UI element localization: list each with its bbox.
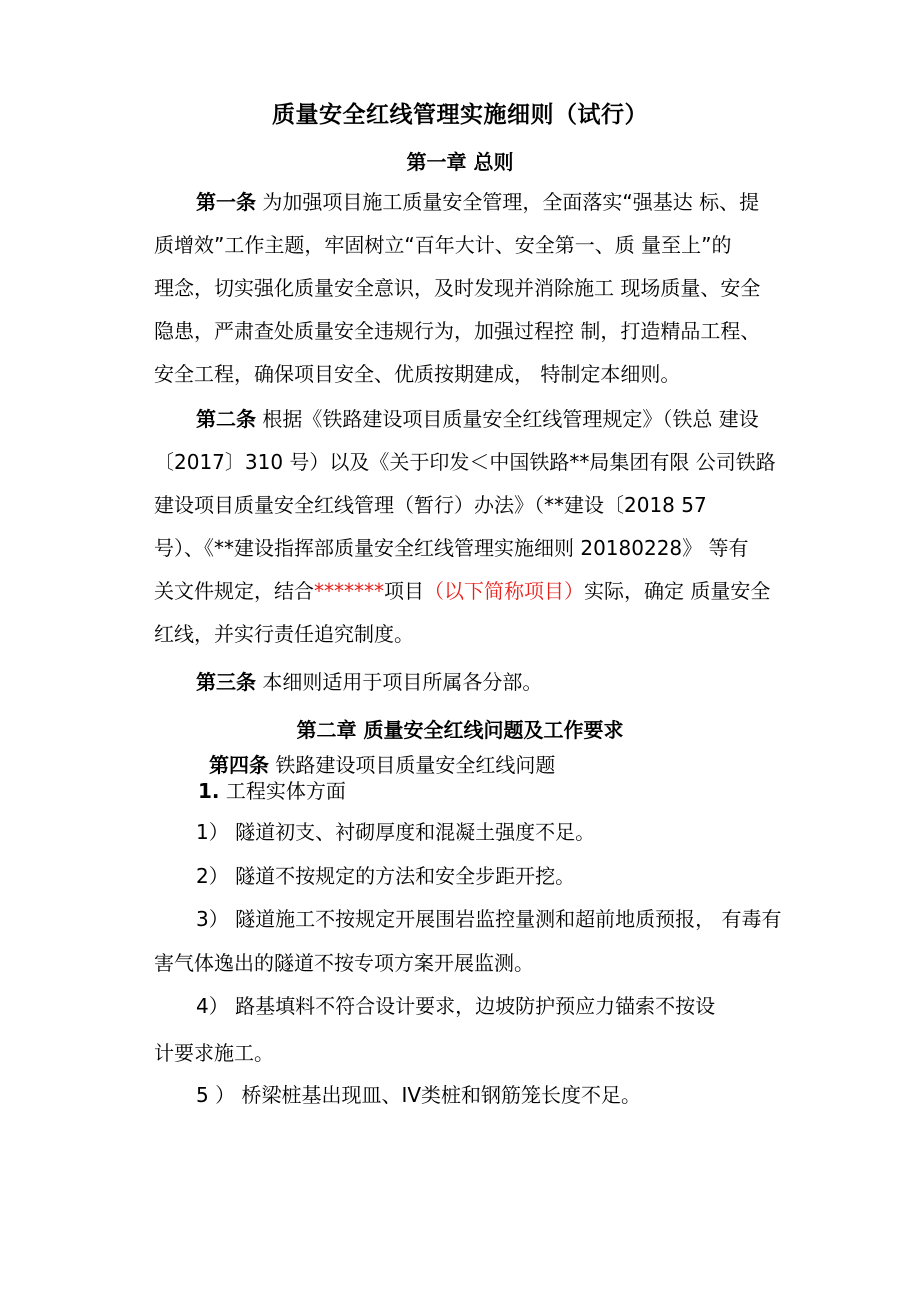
article-4-label: 第四条 [209, 753, 269, 777]
chapter-2-heading: 第二章 质量安全红线问题及工作要求 [296, 718, 624, 742]
article-2-line-6: 红线，并实行责任追究制度。 [154, 622, 414, 646]
item-4-line-1: 4） 路基填料不符合设计要求，边坡防护预应力锚索不按设 [196, 994, 716, 1018]
item-3-line-1: 3） 隧道施工不按规定开展围岩监控量测和超前地质预报， 有毒有 [196, 907, 782, 931]
article-1-line-2: 质增效”工作主题，牢固树立“百年大计、安全第一、质 量至上”的 [154, 233, 732, 257]
item-4-line-2: 计要求施工。 [154, 1041, 274, 1065]
article-1-line-1 [196, 188, 759, 216]
item-2: 2） 隧道不按规定的方法和安全步距开挖。 [196, 864, 576, 888]
article-2-label: 第二条 [196, 407, 256, 431]
article-2-line-1 [196, 405, 759, 433]
article-2-line-5-post: 实际，确定 质量安全 [584, 579, 771, 603]
project-abbreviation-note: （以下简称项目） [424, 579, 584, 603]
article-1-line-4: 隐患，严肃查处质量安全违规行为，加强过程控 制，打造精品工程、 [154, 319, 761, 343]
article-3-line [196, 668, 542, 696]
article-2-line-5-mid: 项目 [384, 579, 424, 603]
article-2-line-5-pre: 关文件规定，结合 [154, 579, 314, 603]
article-2-line-4: 号）、《**建设指挥部质量安全红线管理实施细则 20180228》 等有 [154, 536, 749, 560]
article-1-text-1: 为加强项目施工质量安全管理，全面落实“强基达 标、提 [262, 190, 760, 214]
article-2-line-5 [154, 577, 770, 605]
article-2-text-1: 根据《铁路建设项目质量安全红线管理规定》（铁总 建设 [262, 407, 759, 431]
item-5: 5 ） 桥梁桩基出现皿、IV类桩和钢筋笼长度不足。 [196, 1083, 642, 1107]
article-1-label: 第一条 [196, 190, 256, 214]
article-1-line-3: 理念，切实强化质量安全意识，及时发现并消除施工 现场质量、安全 [154, 276, 761, 300]
project-name-placeholder: ******* [314, 579, 384, 603]
section-1-title: 工程实体方面 [225, 779, 346, 803]
article-1-line-5: 安全工程，确保项目安全、优质按期建成， 特制定本细则。 [154, 362, 681, 386]
article-3-text: 本细则适用于项目所属各分部。 [262, 670, 543, 694]
article-4-line [209, 751, 555, 779]
article-3-label: 第三条 [196, 670, 256, 694]
item-3-line-2: 害气体逸出的隧道不按专项方案开展监测。 [154, 951, 534, 975]
document-title: 质量安全红线管理实施细则（试行） [272, 102, 648, 128]
article-4-text: 铁路建设项目质量安全红线问题 [275, 753, 556, 777]
section-1-heading [198, 777, 346, 805]
article-2-line-2: 〔2017〕310 号）以及《关于印发＜中国铁路**局集团有限 公司铁路 [154, 450, 776, 474]
item-1: 1） 隧道初支、衬砌厚度和混凝土强度不足。 [196, 820, 596, 844]
chapter-1-heading: 第一章 总则 [406, 150, 514, 174]
article-2-line-3: 建设项目质量安全红线管理（暂行）办法》（**建设〔2018 57 [154, 493, 707, 517]
section-1-number: 1. [198, 779, 220, 803]
